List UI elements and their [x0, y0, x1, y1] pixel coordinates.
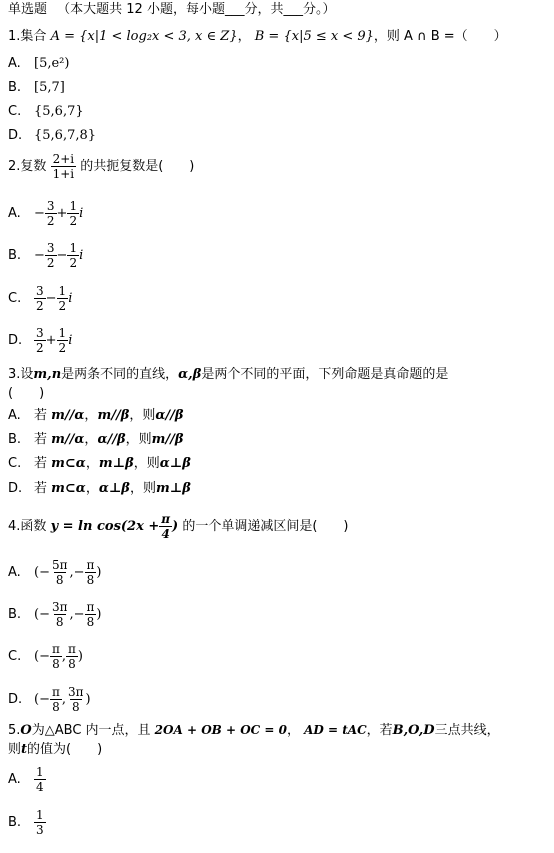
option-label: A.	[8, 408, 21, 423]
q5-vector-equation: 2OA + OB + OC = 0	[154, 723, 287, 737]
option-label: D.	[8, 333, 23, 348]
option-label: A.	[8, 56, 21, 71]
q2-option-a[interactable]: A. − $\frac{3}{2}$ + $\frac{1}{2}$ i	[8, 199, 84, 228]
option-label: C.	[8, 456, 22, 471]
q5-number: 5.	[8, 723, 21, 738]
option-label: D.	[8, 692, 23, 707]
option-text: {5,6,7}	[34, 104, 84, 119]
option-text: [5,e²)	[34, 56, 70, 71]
option-text: {5,6,7,8}	[34, 128, 97, 143]
section-title: 单选题	[8, 2, 48, 17]
q1-set-a: A = {x|1 < log₂x < 3, x ∈ Z}	[50, 29, 238, 44]
option-label: B.	[8, 248, 22, 263]
section-header	[8, 2, 335, 18]
q2-stem	[8, 152, 194, 182]
q3-option-d[interactable]: D. 若 m⊂α，α⊥β，则m⊥β	[8, 481, 191, 496]
q5-vector-ad: AD = tAC	[304, 723, 367, 737]
q3-option-a[interactable]: A. 若 m//α，m//β，则α//β	[8, 408, 184, 423]
option-label: A.	[8, 772, 21, 787]
q3-stem: 3.设m,n是两条不同的直线，α,β是两个不同的平面，下列命题是真命题的是	[8, 367, 449, 382]
option-label: D.	[8, 128, 23, 143]
q4-option-d[interactable]: D. (− $\frac{\pi}{8}$ , $\frac{3\pi}{8}$ )	[8, 683, 91, 717]
q3-option-c[interactable]: C. 若 m⊂α，m⊥β，则α⊥β	[8, 456, 191, 471]
q1-number: 1.	[8, 29, 21, 44]
q1-text: 集合	[20, 29, 47, 44]
option-label: D.	[8, 481, 23, 496]
q4-option-c[interactable]: C. (− $\frac{\pi}{8}$ , $\frac{\pi}{8}$ )	[8, 640, 83, 674]
option-label: B.	[8, 815, 22, 830]
option-label: A.	[8, 565, 21, 580]
q3-number: 3.	[8, 367, 21, 382]
option-label: C.	[8, 649, 22, 664]
q1-option-d[interactable]	[8, 128, 96, 144]
section-info: （本大题共 12 小题，每小题___分，共___分。）	[57, 2, 336, 17]
q2-fraction: $\frac{2+i}{1+i}$	[52, 152, 75, 181]
option-label: B.	[8, 80, 22, 95]
q1-option-b[interactable]	[8, 80, 65, 96]
q2-option-b[interactable]: B. − $\frac{3}{2}$ − $\frac{1}{2}$ i	[8, 241, 84, 270]
option-label: C.	[8, 104, 22, 119]
q5-option-b[interactable]: B. $\frac{1}{3}$	[8, 806, 46, 840]
option-label: A.	[8, 206, 21, 221]
q5-stem: 5.O为△ABC 内一点，且 2OA + OB + OC = 0， AD = tAC，若B,O,D三点共线，	[8, 723, 500, 738]
q2-option-d[interactable]: D. $\frac{3}{2}$ + $\frac{1}{2}$ i	[8, 326, 73, 355]
q3-paren: ( )	[8, 386, 45, 401]
option-text: [5,7]	[34, 80, 65, 95]
q1-set-b: B = {x|5 ≤ x < 9}	[254, 29, 374, 44]
q2-option-c[interactable]: C. $\frac{3}{2}$ − $\frac{1}{2}$ i	[8, 284, 73, 313]
q4-function: y = ln cos(2x + $\frac{\pi}{4}$ )	[50, 512, 179, 541]
option-label: C.	[8, 291, 22, 306]
q1-tail: ，则 A ∩ B =（ ）	[373, 29, 507, 44]
q1-option-a[interactable]	[8, 56, 69, 72]
q2-number: 2.	[8, 159, 21, 174]
option-label: B.	[8, 607, 22, 622]
q2-tail: 的共扼复数是( )	[80, 159, 195, 174]
q4-stem: 4.函数 y = ln cos(2x + $\frac{\pi}{4}$ ) 的一个单调递减区间是( )	[8, 512, 349, 541]
q4-option-a[interactable]: A. (− $\frac{5\pi}{8}$ ,− $\frac{\pi}{8}$ )	[8, 556, 102, 590]
q4-option-b[interactable]: B. (− $\frac{3\pi}{8}$ ,− $\frac{\pi}{8}$ )	[8, 598, 102, 632]
q5-option-a[interactable]: A. $\frac{1}{4}$	[8, 763, 46, 797]
q4-number: 4.	[8, 519, 21, 534]
q1-option-c[interactable]	[8, 104, 84, 120]
q5-stem-line2: 则t的值为( )	[8, 742, 103, 757]
q3-option-b[interactable]: B. 若 m//α，α//β，则m//β	[8, 432, 184, 447]
option-label: B.	[8, 432, 22, 447]
q1-stem: 1.集合 A = {x|1 < log₂x < 3, x ∈ Z}， B = {x|5 ≤ x < 9}，则 A ∩ B =（ ）	[8, 29, 507, 44]
q2-text: 复数	[20, 159, 47, 174]
